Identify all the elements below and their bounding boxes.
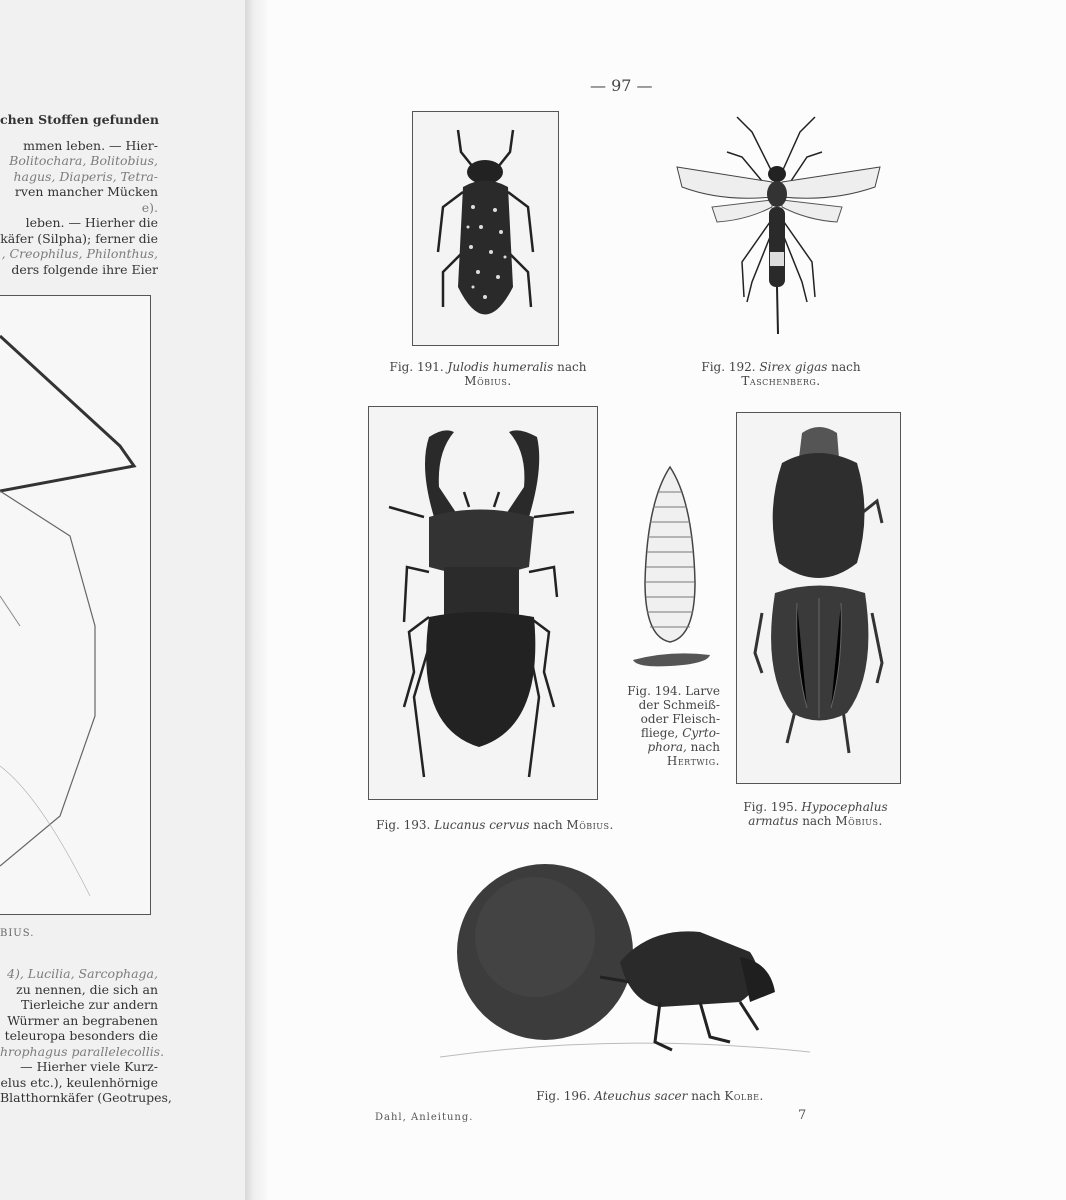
fig196-species: Ateuchus sacer [594,1089,688,1103]
left-text-top [0,112,158,277]
fig194-caption [600,684,720,768]
fig196-ateuchus-illustration [440,852,810,1067]
fig196-nach: nach [691,1089,721,1103]
left-line: e). [141,199,158,215]
footer-sheet-number: 7 [798,1108,807,1123]
left-line: mmen leben. — Hier- [23,137,158,153]
fig194-text2: der Schmeiß- [638,698,720,712]
footer-signature: Dahl, Anleitung. [375,1112,474,1123]
fig193-label: Fig. 193. [376,818,431,832]
fig193-author: Möbius. [566,818,614,832]
fig192-caption [676,360,886,388]
page-number: — 97 — [590,76,653,95]
left-line: käfer (Silpha); ferner die [0,230,158,246]
left-line: rven mancher Mücken [14,184,158,199]
fig194-label: Fig. 194. [627,684,682,698]
fig194-text3: oder Fleisch- [640,712,720,726]
fig191-nach: nach [557,360,587,374]
fig191-caption [378,360,598,388]
fig194-text1: Larve [685,684,720,698]
left-line: Bolitochara, Bolitobius, [9,153,158,168]
fig195-author: Möbius. [835,814,883,828]
fig194-text4: fliege, [640,726,679,740]
fig194-species-b: phora, [647,740,687,754]
left-line: teleuropa besonders die [4,1028,158,1043]
fig192-species: Sirex gigas [759,360,828,374]
left-line: hrophagus parallelecollis. [0,1043,165,1059]
left-line: , Creophilus, Philonthus, [1,246,158,261]
fig191-label: Fig. 191. [389,360,444,374]
fig192-label: Fig. 192. [701,360,756,374]
left-text-bottom [0,966,172,1106]
fig195-hypocephalus-illustration [736,412,901,784]
fig193-caption [350,818,640,832]
left-line: 4), Lucilia, Sarcophaga, [7,966,158,981]
fig194-author: Hertwig. [666,754,720,768]
fig193-species: Lucanus cervus [434,818,530,832]
fig192-sirex-illustration [672,112,887,337]
left-line: Tierleiche zur andern [20,997,158,1012]
fig191-species: Julodis humeralis [447,360,554,374]
fig195-species-a: Hypocephalus [801,800,888,814]
left-line: Würmer an begrabenen [7,1012,158,1028]
left-line: ders folgende ihre Eier [11,261,158,277]
fig192-author: Taschenberg. [741,374,821,388]
fig194-species-a: Cyrto- [682,726,720,740]
left-line: elus etc.), keulenhörnige [0,1074,158,1090]
fig194-nach: nach [690,740,720,754]
fig195-caption [728,800,903,828]
book-gutter [245,0,267,1200]
fig196-caption [480,1089,820,1103]
left-line: leben. — Hierher die [25,215,158,230]
fig196-label: Fig. 196. [536,1089,591,1103]
plate-caption: BIUS. [0,928,35,939]
fig192-nach: nach [831,360,861,374]
left-page [0,0,245,1200]
fig195-label: Fig. 195. [743,800,798,814]
fig196-author: Kolbe. [724,1089,764,1103]
left-line: chen Stoffen gefunden [0,112,159,127]
left-line: — Hierher viele Kurz- [20,1059,158,1074]
left-plate-illustration [0,295,151,915]
fig191-julodis-illustration [412,111,559,346]
fig191-author: Möbius. [464,374,512,388]
left-line: Blatthornkäfer (Geotrupes, [0,1090,172,1105]
fig195-species-b: armatus [748,814,799,828]
left-line: zu nennen, die sich an [16,981,158,997]
fig195-nach: nach [802,814,832,828]
left-line: hagus, Diaperis, Tetra- [13,168,158,184]
fig193-nach: nach [533,818,563,832]
fig194-larva-illustration [625,462,715,672]
fig193-lucanus-illustration [368,406,598,800]
